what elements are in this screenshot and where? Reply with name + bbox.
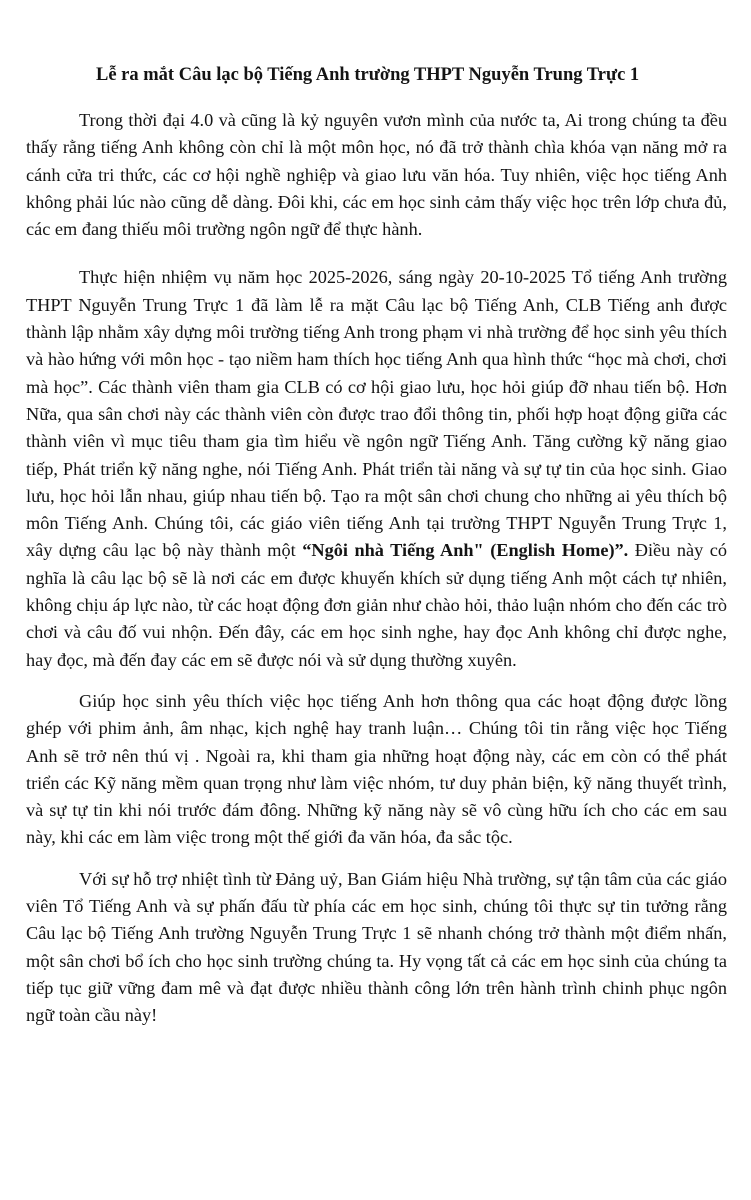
document-title: Lễ ra mắt Câu lạc bộ Tiếng Anh trường THPT Nguyễn Trung Trực 1 [96,65,640,85]
paragraph-club-launch [26,264,727,673]
paragraph-intro: Trong thời đại 4.0 và cũng là kỷ nguyên vươn mình của nước ta, Ai trong chúng ta đều thấy rằng tiếng Anh không còn chỉ là một môn học, nó đã trở thành chìa khóa vạn năng mở ra cánh cửa tri thức, các cơ hội nghề nghiệp và giao lưu văn hóa. Tuy nhiên, việc học tiếng Anh không phải lúc nào cũng dễ dàng. Đôi khi, các em học sinh cảm thấy việc học trên lớp chưa đủ, các em đang thiếu môi trường ngôn ngữ để thực hành. [26,110,727,240]
paragraph-closing: Với sự hỗ trợ nhiệt tình từ Đảng uỷ, Ban Giám hiệu Nhà trường, sự tận tâm của các giáo viên Tổ Tiếng Anh và sự phấn đấu từ phía các em học sinh, chúng tôi thực sự tin tưởng rằng Câu lạc bộ Tiếng Anh trường Nguyễn Trung Trực 1 sẽ nhanh chóng trở thành một điểm nhấn, một sân chơi bổ ích cho học sinh trường chúng ta. Hy vọng tất cả các em học sinh của chúng ta tiếp tục giữ vững đam mê và đạt được nhiều thành công lớn trên hành trình chinh phục ngôn ngữ toàn cầu này! [26,868,727,1026]
paragraph-activities: Giúp học sinh yêu thích việc học tiếng Anh hơn thông qua các hoạt động được lồng ghép với phim ảnh, âm nhạc, kịch nghệ hay tranh luận… Chúng tôi tin rằng việc học Tiếng Anh sẽ trở nên thú vị . Ngoài ra, khi tham gia những hoạt động này, các em còn có thể phát triển các Kỹ năng mềm quan trọng như làm việc nhóm, tư duy phản biện, kỹ năng thuyết trình, và sự tự tin khi nói trước đám đông. Những kỹ năng này sẽ vô cùng hữu ích cho các em sau này, khi các em làm việc trong một thế giới đa văn hóa, đa sắc tộc. [26,690,727,848]
paragraph-club-launch-text-end: Điều này có nghĩa là câu lạc bộ sẽ là nơi các em được khuyến khích sử dụng tiếng Anh một cách tự nhiên, không chịu áp lực nào, từ các hoạt động đơn giản như chào hỏi, thảo luận nhóm cho đến các trò chơi và câu đố vui nhộn. Đến đây, các em học sinh nghe, hay đọc Anh không chỉ được nghe, hay đọc, mà đến đay các em sẽ được nói và sử dụng thường xuyên. [26,540,727,670]
english-home-highlight: “Ngôi nhà Tiếng Anh" (English Home)”. [302,540,629,561]
paragraph-club-launch-text: Thực hiện nhiệm vụ năm học 2025-2026, sáng ngày 20-10-2025 Tổ tiếng Anh trường THPT Nguyễn Trung Trực 1 đã làm lễ ra mặt Câu lạc bộ Tiếng Anh, CLB Tiếng anh được thành lập nhằm xây dựng môi trường tiếng Anh trong phạm vi nhà trường để học sinh yêu thích và hào hứng với môn học - tạo niềm ham thích học tiếng Anh qua hình thức “học mà chơi, chơi mà học”. Các thành viên tham gia CLB có cơ hội giao lưu, học hỏi giúp đỡ nhau tiến bộ. Hơn Nữa, qua sân chơi này các thành viên còn được trao đổi thông tin, phối hợp hoạt động giữa các thành viên vì mục tiêu tham gia tìm hiểu về ngôn ngữ Tiếng Anh. Tăng cường kỹ năng giao tiếp, Phát triển kỹ năng nghe, nói Tiếng Anh. Phát triển tài năng và sự tự tin của học sinh. Giao lưu, học hỏi lẫn nhau, giúp nhau tiến bộ. Tạo ra một sân chơi chung cho những ai yêu thích bộ môn Tiếng Anh. Chúng tôi, các giáo viên tiếng Anh tại trường THPT Nguyễn Trung Trực 1, xây dựng câu lạc bộ này thành một [26,267,727,561]
